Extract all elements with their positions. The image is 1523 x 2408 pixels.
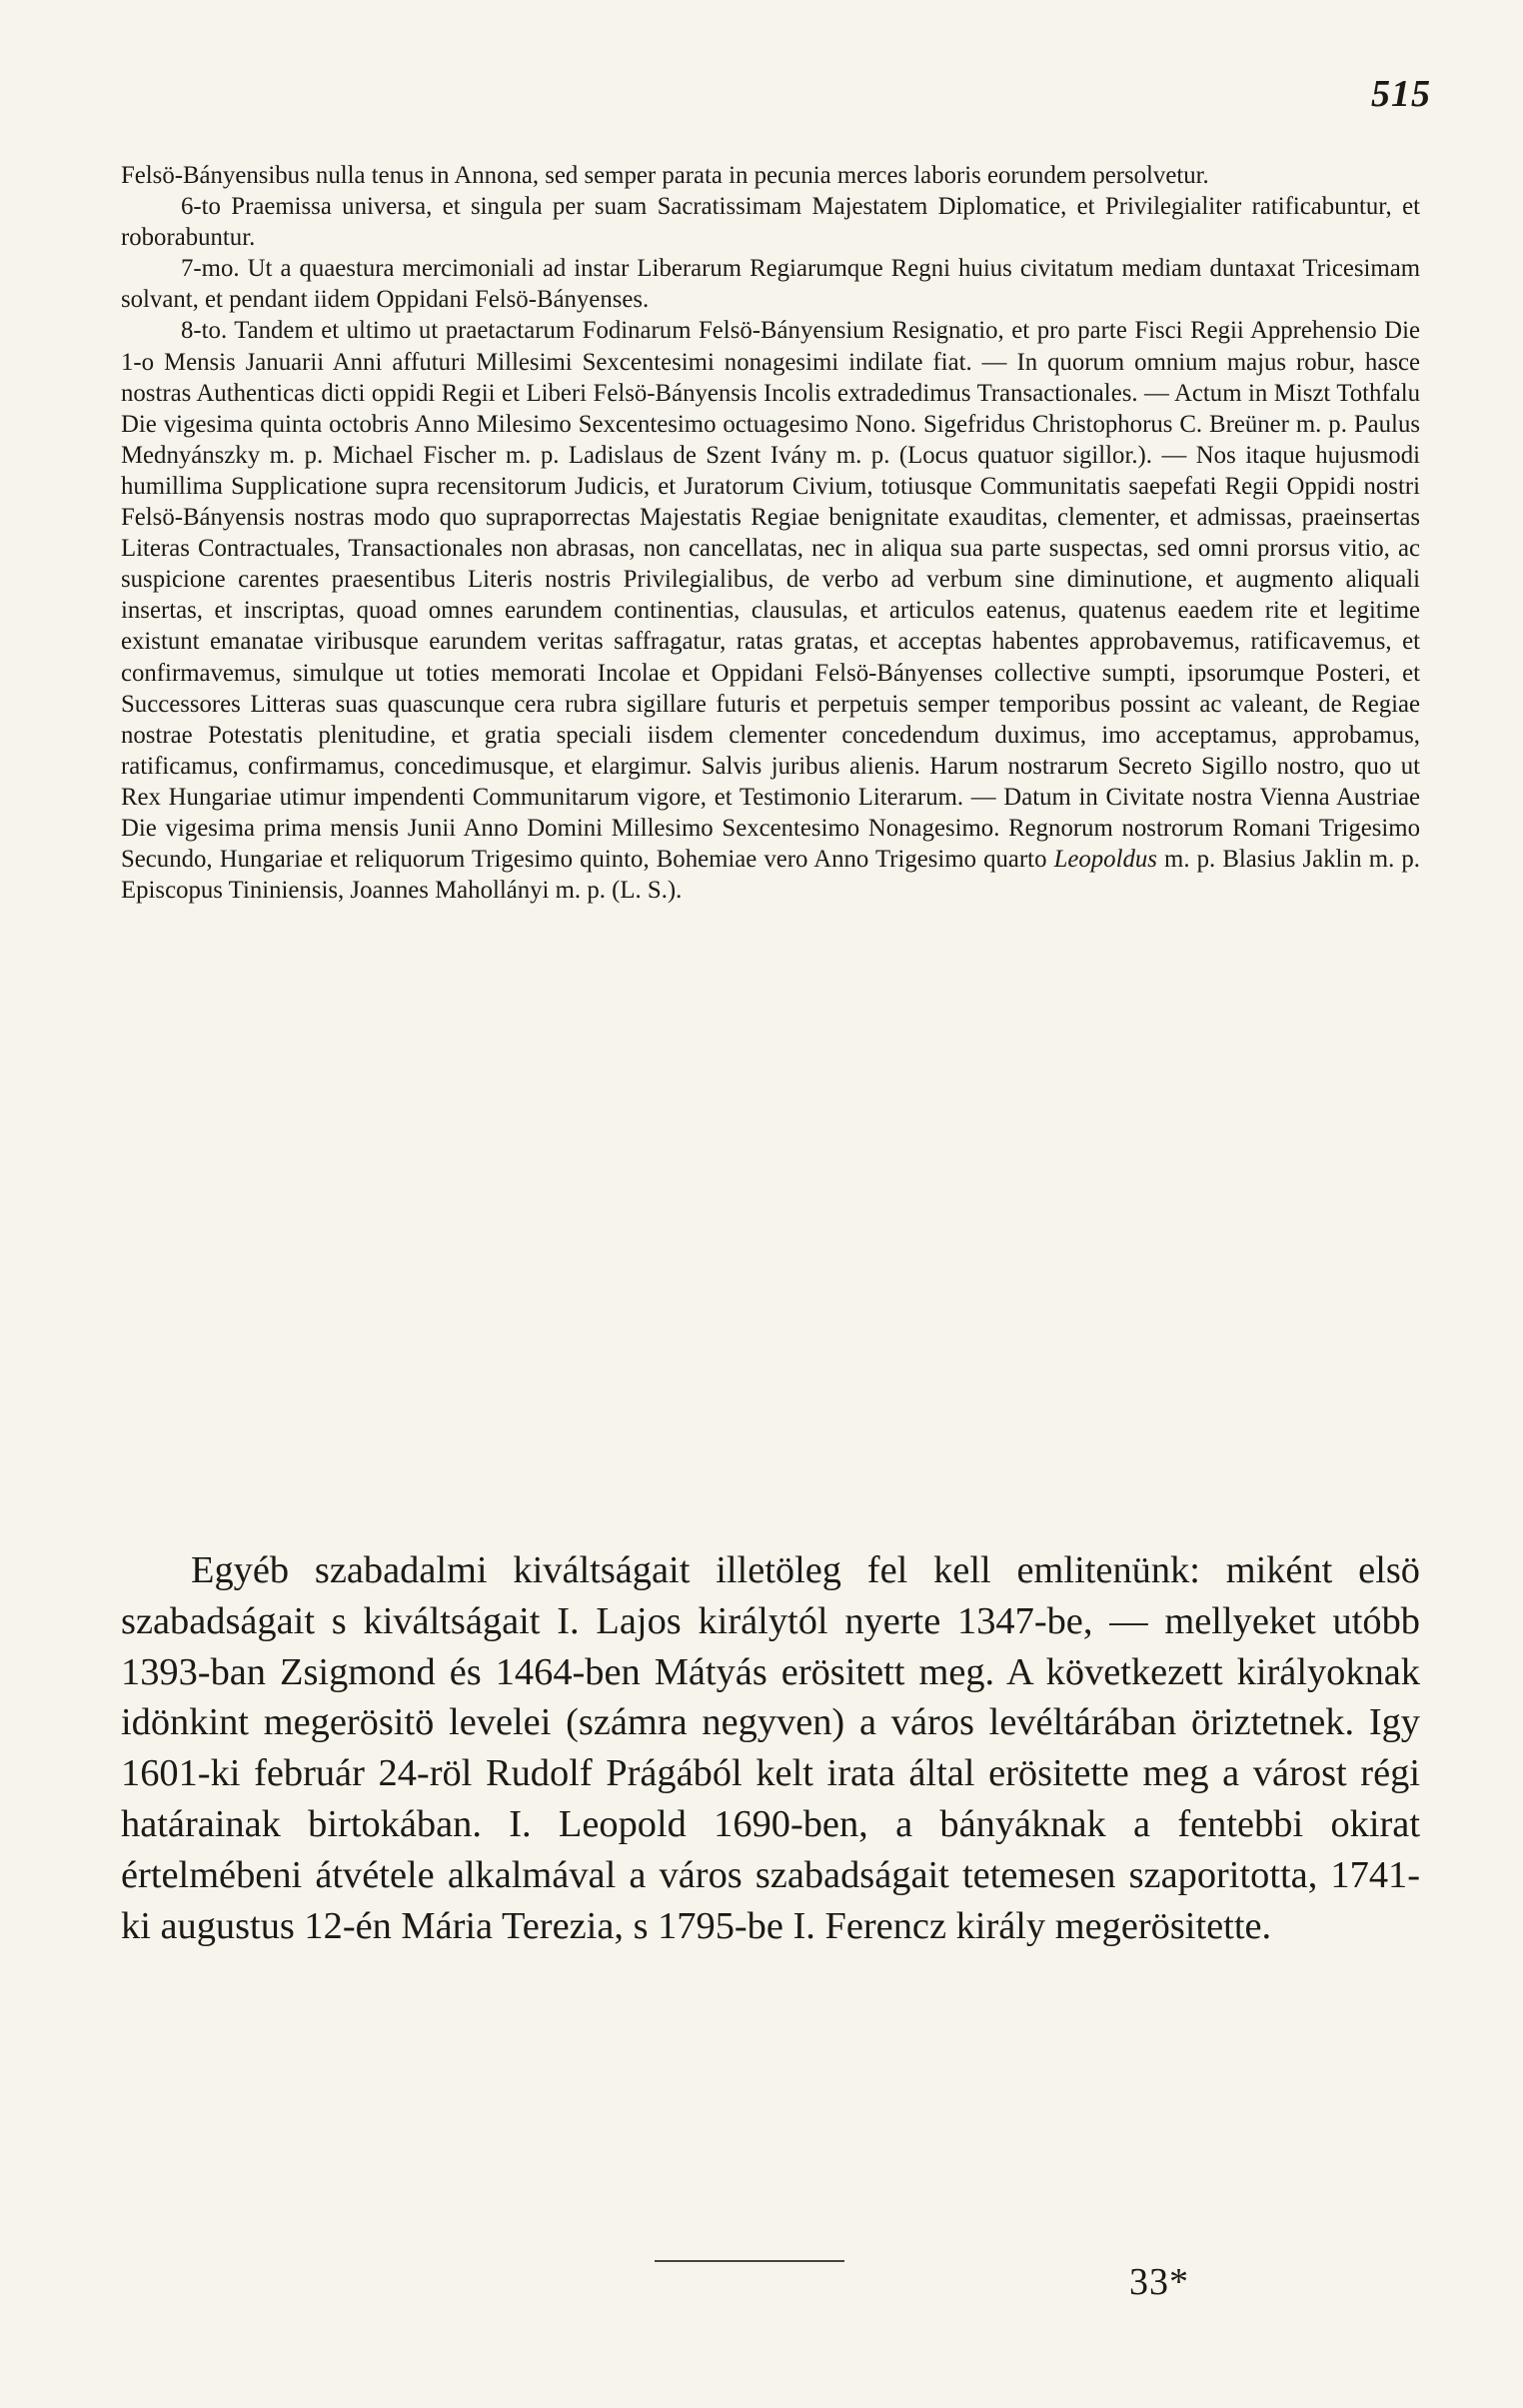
- signer-name: Leopoldus: [1053, 846, 1157, 874]
- latin-paragraph-4-tail: m. p. Blasius Jaklin m. p. Episcopus Tininiensis, Joannes Mahollányi m. p. (L. S.).: [121, 846, 1420, 905]
- latin-paragraph-3: 7-mo. Ut a quaestura mercimoniali ad instar Liberarum Regiarumque Regni huius civitatum mediam duntaxat Tricesimam solvant, et pendant iidem Oppidani Felsö-Bányenses.: [121, 255, 1420, 314]
- hungarian-paragraph-1: Egyéb szabadalmi kiváltságait illetöleg fel kell emlitenünk: miként elsö szabadságait s kiváltságait I. Lajos királytól nyerte 1347-be, — mellyeket utóbb 1393-ban Zsigmond és 1464-ben Mátyás erösitett meg. A következett királyoknak idönkint megerösitö levelei (számra negyven) a város levéltárában öriztetnek. Igy 1601-ki február 24-röl Rudolf Prágából kelt irata által erösitette meg a várost régi határainak birtokában. I. Leopold 1690-ben, a bányáknak a fentebbi okirat értelmébeni átvétele alkalmával a város szabadságait tetemesen szaporitotta, 1741-ki augustus 12-én Mária Terezia, s 1795-be I. Ferencz király megerösitette.: [121, 1549, 1420, 1947]
- signature-mark: 33*: [1129, 2261, 1189, 2303]
- latin-paragraph-4-body: 8-to. Tandem et ultimo ut praetactarum Fodinarum Felsö-Bányensium Resignatio, et pro parte Fisci Regii Apprehensio Die 1-o Mensis Januarii Anni affuturi Millesimi Sexcentesimi nonagesimi indilate fiat. — In quorum omnium majus robur, hasce nostras Authenticas dicti oppidi Regii et Liberi Felsö-Bányensis Incolis extradedimus Transactionales. — Actum in Miszt Tothfalu Die vigesima quinta octobris Anno Milesimo Sexcentesimo octuagesimo Nono. Sigefridus Christophorus C. Breüner m. p. Paulus Mednyánszky m. p. Michael Fischer m. p. Ladislaus de Szent Ivány m. p. (Locus quatuor sigillor.). — Nos itaque hujusmodi humillima Supplicatione supra recensitorum Judicis, et Juratorum Civium, totiusque Communitatis saepefati Regii Oppidi nostri Felsö-Bányensis nostras modo quo supraporrectas Majestatis Regiae benignitate exauditas, clementer, et admissas, praeinsertas Literas Contractuales, Transactionales non abrasas, non cancellatas, nec in aliqua sua parte suspectas, sed omni prorsus vitio, ac suspicione carentes praesentibus Literis nostris Privilegialibus, de verbo ad verbum sine diminutione, et augmento aliquali insertas, et inscriptas, quoad omnes earundem continentias, clausulas, et articulos eatenus, quatenus eaedem rite et legitime existunt emanatae viribusque earundem veritas saffragatur, ratas gratas, et acceptas habentes approbavemus, ratificavemus, et confirmavemus, simulque ut toties memorati Incolae et Oppidani Felsö-Bányenses collective sumpti, ipsorumque Posteri, et Successores Litteras suas quascunque cera rubra sigillare futuris et perpetuis semper temporibus possint ac valeant, de Regiae nostrae Potestatis plenitudine, et gratia speciali iisdem clementer concedendum duximus, imo acceptamus, approbamus, ratificamus, confirmamus, concedimusque, et elargimur. Salvis juribus alienis. Harum nostrarum Secreto Sigillo nostro, quo ut Rex Hungariae utimur impendenti Communitarum vigore, et Testimonio Literarum. — Datum in Civitate nostra Vienna Austriae Die vigesima prima mensis Junii Anno Domini Millesimo Sexcentesimo Nonagesimo. Regnorum nostrorum Romani Trigesimo Secundo, Hungariae et reliquorum Trigesimo quinto, Bohemiae vero Anno Trigesimo quarto: [121, 317, 1420, 874]
- latin-charter-text: [121, 160, 1420, 906]
- hungarian-commentary: [121, 1545, 1420, 1951]
- latin-paragraph-2: 6-to Praemissa universa, et singula per suam Sacratissimam Majestatem Diplomatice, et Privilegialiter ratificabuntur, et roborabuntur.: [121, 193, 1420, 252]
- footer-rule: [655, 2260, 844, 2262]
- latin-paragraph-1: Felsö-Bányensibus nulla tenus in Annona, sed semper parata in pecunia merces laboris eorundem persolvetur.: [121, 162, 1209, 189]
- latin-paragraph-4: [121, 315, 1420, 906]
- page-number: 515: [1371, 73, 1431, 115]
